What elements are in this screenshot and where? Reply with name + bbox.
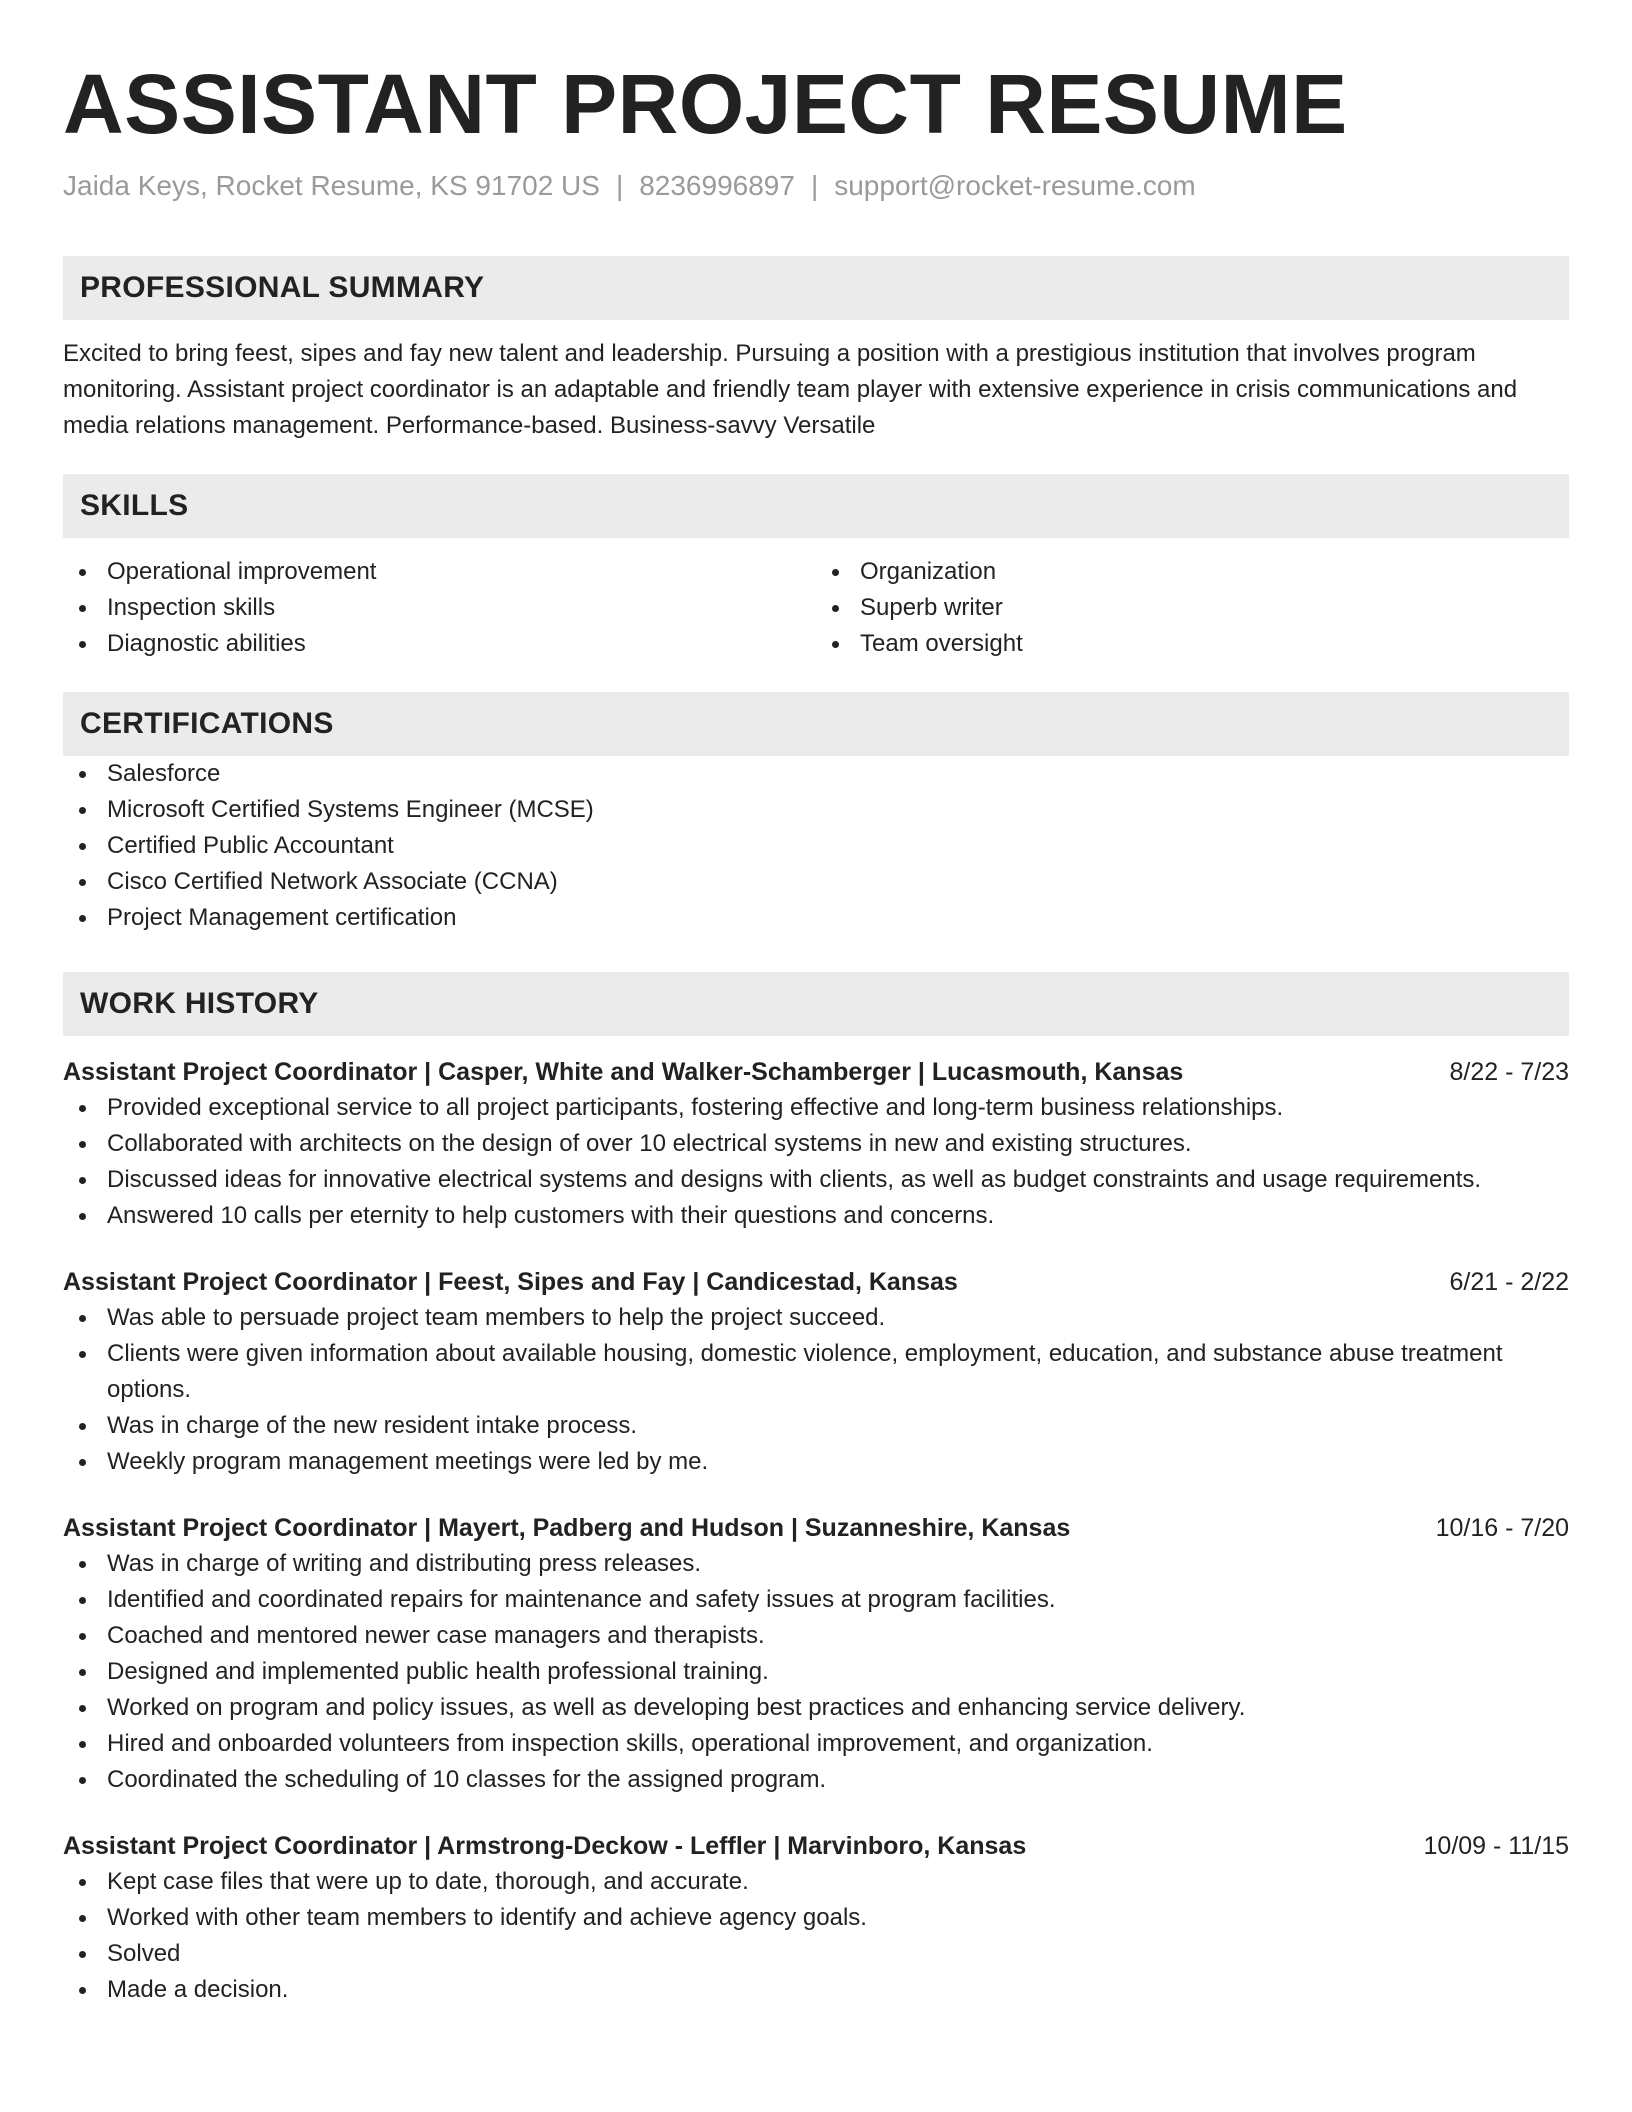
certification-item: Cisco Certified Network Associate (CCNA) — [63, 864, 1569, 900]
job-bullet: Provided exceptional service to all project participants, fostering effective and long-term business relationships. — [63, 1090, 1569, 1126]
job-title: Assistant Project Coordinator | Feest, Sipes and Fay | Candicestad, Kansas — [63, 1268, 958, 1296]
job-header — [63, 1054, 1569, 1090]
job-bullet: Was in charge of the new resident intake process. — [63, 1408, 1569, 1444]
job-bullets — [63, 1864, 1569, 2008]
job-bullets — [63, 1300, 1569, 1480]
skill-item: Superb writer — [816, 590, 1569, 626]
job-bullet: Made a decision. — [63, 1972, 1569, 2008]
job-dates: 10/16 - 7/20 — [1435, 1514, 1569, 1542]
skill-item: Organization — [816, 554, 1569, 590]
job-bullet: Identified and coordinated repairs for maintenance and safety issues at program facilities. — [63, 1582, 1569, 1618]
job-bullet: Coached and mentored newer case managers and therapists. — [63, 1618, 1569, 1654]
job-bullet: Answered 10 calls per eternity to help customers with their questions and concerns. — [63, 1198, 1569, 1234]
job-header — [63, 1828, 1569, 1864]
job-dates: 10/09 - 11/15 — [1423, 1832, 1569, 1860]
skill-item: Team oversight — [816, 626, 1569, 662]
job-bullet: Solved — [63, 1936, 1569, 1972]
contact-address: Jaida Keys, Rocket Resume, KS 91702 US — [63, 170, 600, 201]
job-dates: 6/21 - 2/22 — [1449, 1268, 1569, 1296]
contact-phone: 8236996897 — [639, 170, 795, 201]
contact-separator: | — [810, 170, 819, 201]
job-dates: 8/22 - 7/23 — [1449, 1058, 1569, 1086]
job-bullets — [63, 1090, 1569, 1234]
job-bullet: Weekly program management meetings were led by me. — [63, 1444, 1569, 1480]
resume-title: ASSISTANT PROJECT RESUME — [63, 57, 1348, 151]
section-header-skills: SKILLS — [63, 474, 1569, 538]
job-entry — [63, 1264, 1569, 1480]
section-header-summary: PROFESSIONAL SUMMARY — [63, 256, 1569, 320]
job-bullet: Worked with other team members to identify and achieve agency goals. — [63, 1900, 1569, 1936]
contact-line — [63, 168, 1569, 204]
section-header-certifications: CERTIFICATIONS — [63, 692, 1569, 756]
job-entry — [63, 1054, 1569, 1234]
skills-column-left — [63, 554, 816, 662]
job-entry — [63, 1510, 1569, 1798]
job-bullet: Discussed ideas for innovative electrical systems and designs with clients, as well as budget constraints and usage requirements. — [63, 1162, 1569, 1198]
job-entry — [63, 1828, 1569, 2008]
job-title: Assistant Project Coordinator | Mayert, Padberg and Hudson | Suzanneshire, Kansas — [63, 1514, 1071, 1542]
contact-separator: | — [615, 170, 624, 201]
certification-item: Project Management certification — [63, 900, 1569, 936]
section-header-work-history: WORK HISTORY — [63, 972, 1569, 1036]
certification-item: Microsoft Certified Systems Engineer (MCSE) — [63, 792, 1569, 828]
job-bullets — [63, 1546, 1569, 1798]
certification-item: Salesforce — [63, 756, 1569, 792]
job-bullet: Kept case files that were up to date, thorough, and accurate. — [63, 1864, 1569, 1900]
job-bullet: Collaborated with architects on the design of over 10 electrical systems in new and existing structures. — [63, 1126, 1569, 1162]
job-header — [63, 1264, 1569, 1300]
job-bullet: Clients were given information about available housing, domestic violence, employment, education, and substance abuse treatment options. — [63, 1336, 1569, 1408]
summary-text: Excited to bring feest, sipes and fay new talent and leadership. Pursuing a position with a prestigious institution that involves program monitoring. Assistant project coordinator is an adaptable and friendly team player with extensive experience in crisis communications and media relations management. Performance-based. Business-savvy Versatile — [63, 340, 1518, 439]
job-header — [63, 1510, 1569, 1546]
contact-email: support@rocket-resume.com — [834, 170, 1196, 201]
skills-grid — [63, 554, 1569, 662]
job-bullet: Worked on program and policy issues, as well as developing best practices and enhancing service delivery. — [63, 1690, 1569, 1726]
skill-item: Operational improvement — [63, 554, 816, 590]
job-bullet: Hired and onboarded volunteers from inspection skills, operational improvement, and organization. — [63, 1726, 1569, 1762]
skill-item: Diagnostic abilities — [63, 626, 816, 662]
job-bullet: Designed and implemented public health professional training. — [63, 1654, 1569, 1690]
skills-column-right — [816, 554, 1569, 662]
skill-item: Inspection skills — [63, 590, 816, 626]
certification-item: Certified Public Accountant — [63, 828, 1569, 864]
skills-list-left — [63, 554, 816, 662]
job-bullet: Coordinated the scheduling of 10 classes for the assigned program. — [63, 1762, 1569, 1798]
certifications-list — [63, 756, 1569, 936]
job-bullet: Was in charge of writing and distributing press releases. — [63, 1546, 1569, 1582]
job-bullet: Was able to persuade project team members to help the project succeed. — [63, 1300, 1569, 1336]
skills-list-right — [816, 554, 1569, 662]
job-title: Assistant Project Coordinator | Casper, White and Walker-Schamberger | Lucasmouth, Kansas — [63, 1058, 1184, 1086]
job-title: Assistant Project Coordinator | Armstrong-Deckow - Leffler | Marvinboro, Kansas — [63, 1832, 1027, 1860]
